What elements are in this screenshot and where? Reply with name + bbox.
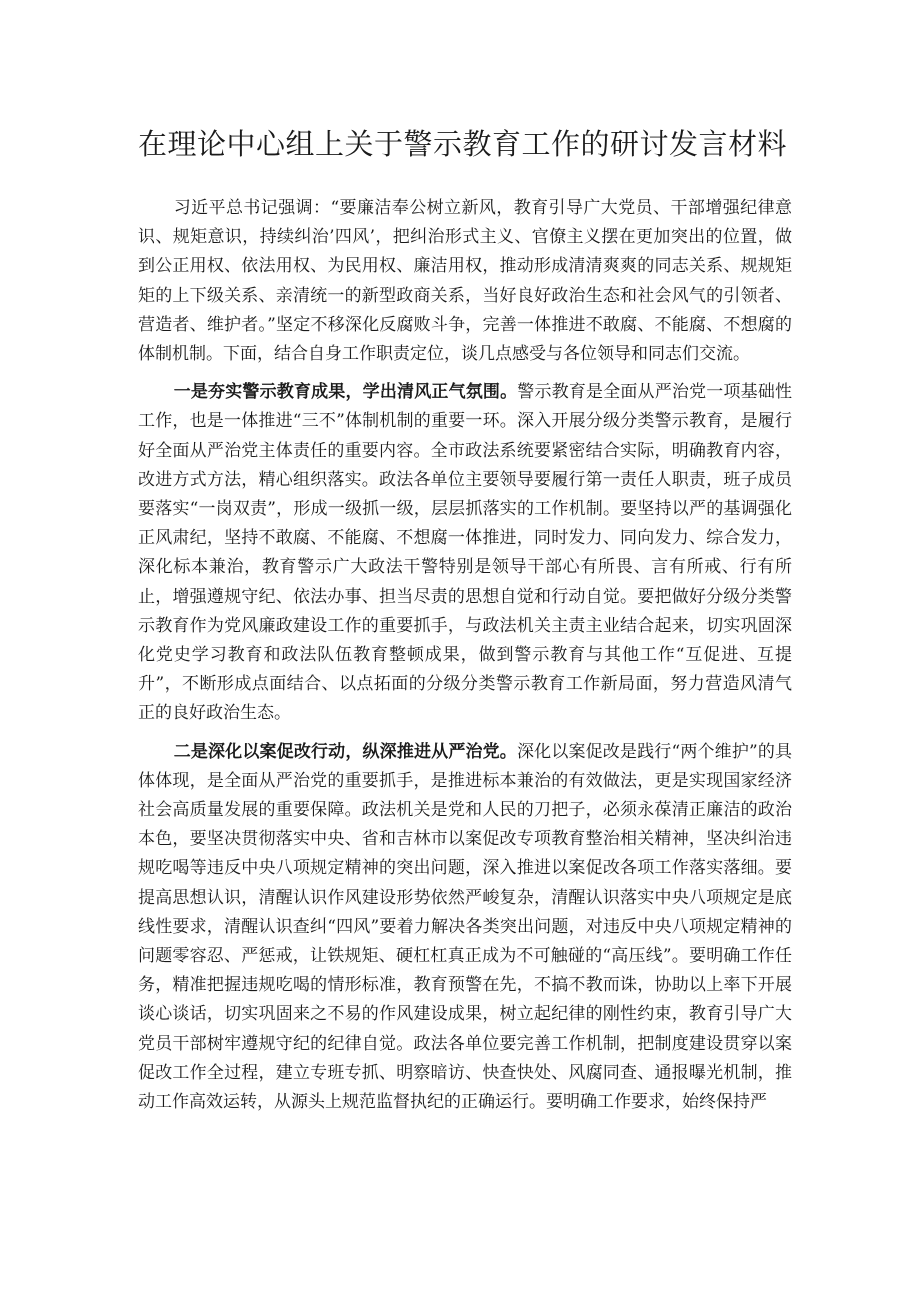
document-page bbox=[138, 118, 792, 1117]
paragraph-text: 深化以案促改是践行“两个维护”的具体体现，是全面从严治党的重要抓手，是推进标本兼治的有效做法，更是实现国家经济社会高质量发展的重要保障。政法机关是党和人民的刀把子，必须永葆清正廉洁的政治本色，要坚决贯彻落实中央、省和吉林市以案促改专项教育整治相关精神，坚决纠治违规吃喝等违反中央八项规定精神的突出问题，深入推进以案促改各项工作落实落细。要提高思想认识，清醒认识作风建设形势依然严峻复杂，清醒认识落实中央八项规定是底线性要求，清醒认识查纠“四风”要着力解决各类突出问题，对违反中央八项规定精神的问题零容忍、严惩戒，让铁规矩、硬杠杠真正成为不可触碰的“高压线”。要明确工作任务，精准把握违规吃喝的情形标准，教育预警在先，不搞不教而诛，协助以上率下开展谈心谈话，切实巩固来之不易的作风建设成果，树立起纪律的刚性约束，教育引导广大党员干部树牢遵规守纪的纪律自觉。政法各单位要完善工作机制，把制度建设贯穿以案促改工作全过程，建立专班专抓、明察暗访、快查快处、风腐同查、通报曝光机制，推动工作高效运转，从源头上规范监督执纪的正确运行。要明确工作要求，始终保持严 bbox=[138, 741, 792, 1113]
paragraph-lead: 二是深化以案促改行动，纵深推进从严治党。 bbox=[173, 741, 517, 762]
paragraph-text: 警示教育是全面从严治党一项基础性工作，也是一体推进“三不”体制机制的重要一环。深入开展分级分类警示教育，是履行好全面从严治党主体责任的重要内容。全市政法系统要紧密结合实际，明确教育内容，改进方式方法，精心组织落实。政法各单位主要领导要履行第一责任人职责，班子成员要落实“一岗双责”，形成一级抓一级，层层抓落实的工作机制。要坚持以严的基调强化正风肃纪，坚持不敢腐、不能腐、不想腐一体推进，同时发力、同向发力、综合发力，深化标本兼治，教育警示广大政法干警特别是领导干部心有所畏、言有所戒、行有所止，增强遵规守纪、依法办事、担当尽责的思想自觉和行动自觉。要把做好分级分类警示教育作为党风廉政建设工作的重要抓手，与政法机关主责主业结合起来，切实巩固深化党史学习教育和政法队伍教育整顿成果，做到警示教育与其他工作“互促进、互提升”，不断形成点面结合、以点拓面的分级分类警示教育工作新局面，努力营造风清气正的良好政治生态。 bbox=[138, 382, 793, 724]
paragraph-point-1 bbox=[138, 378, 792, 728]
paragraph-intro bbox=[138, 194, 792, 369]
paragraph-text: 习近平总书记强调：“要廉洁奉公树立新风，教育引导广大党员、干部增强纪律意识、规矩意识，持续纠治’四风’，把纠治形式主义、官僚主义摆在更加突出的位置，做到公正用权、依法用权、为民用权、廉洁用权，推动形成清清爽爽的同志关系、规规矩矩的上下级关系、亲清统一的新型政商关系，当好良好政治生态和社会风气的引领者、营造者、维护者。”坚定不移深化反腐败斗争，完善一体推进不敢腐、不能腐、不想腐的体制机制。下面，结合自身工作职责定位，谈几点感受与各位领导和同志们交流。 bbox=[138, 198, 792, 365]
paragraph-point-2 bbox=[138, 738, 792, 1118]
document-title: 在理论中心组上关于警示教育工作的研讨发言材料 bbox=[138, 127, 788, 161]
paragraph-lead: 一是夯实警示教育成果，学出清风正气氛围。 bbox=[173, 382, 518, 403]
